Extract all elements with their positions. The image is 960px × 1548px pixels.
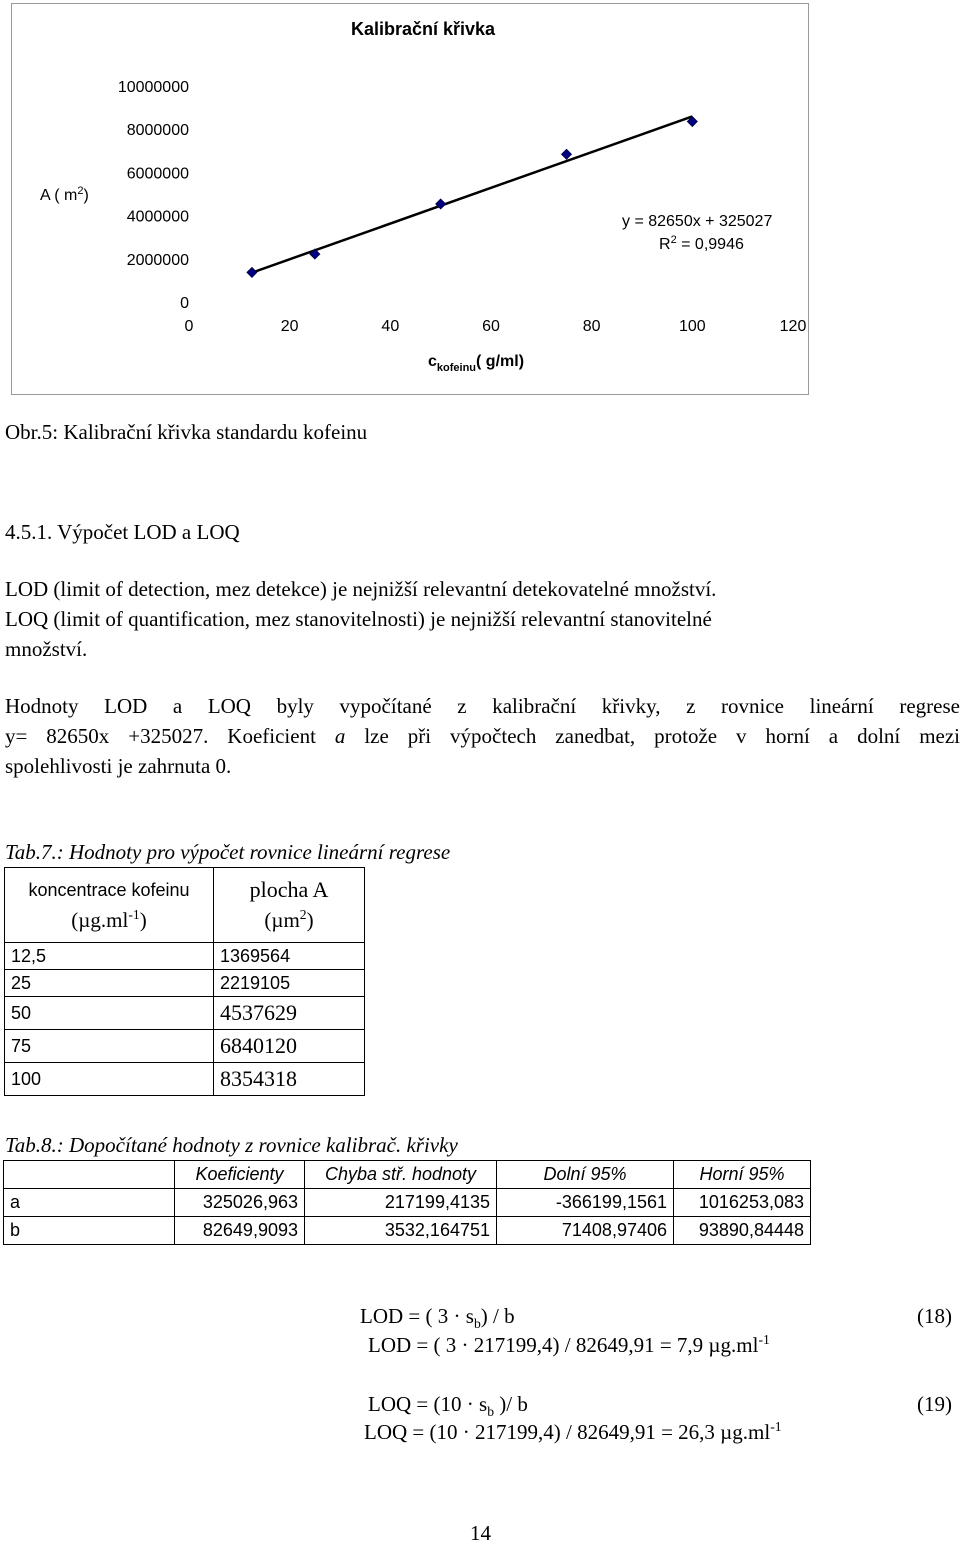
tab7-header-concentration: koncentrace kofeinu $(\mu g.ml^{-1})$: [5, 868, 214, 943]
y-tick-label: 2000000: [126, 251, 189, 269]
paragraph-loq-end: množství.: [5, 637, 88, 661]
equation-lod: LOD = ( $3 \cdot s_b) / b$: [360, 1304, 515, 1332]
y-tick-label: 0: [180, 295, 189, 312]
x-tick-label: 80: [582, 318, 601, 335]
r-squared: $R^2 = 0,9946$: [659, 234, 744, 253]
table-row: a 325026,963 217199,4135 -366199,1561 1016253,083: [4, 1189, 811, 1217]
tab8-header-upper: Horní 95%: [674, 1161, 811, 1189]
x-tick-label: 120: [779, 318, 807, 335]
tab8-caption: Tab.8.: Dopočítané hodnoty z rovnice kalibrač. křivky: [5, 1133, 458, 1157]
table-row: 50 4537629: [5, 997, 365, 1030]
table-row: 25 2219105: [5, 970, 365, 997]
y-tick-label: 10000000: [117, 79, 189, 96]
tab7-header-area: plocha A (µm$^2$): [214, 868, 365, 943]
y-tick-label: 8000000: [126, 122, 189, 140]
trendline: [252, 116, 692, 272]
paragraph-regression-line3: spolehlivosti je zahrnuta 0.: [5, 754, 232, 778]
y-tick-label: 6000000: [126, 165, 189, 183]
table-row: 12,5 1369564: [5, 943, 365, 970]
figure-caption: Obr.5: Kalibrační křivka standardu kofeinu: [5, 420, 368, 444]
table-regression-values: [4, 867, 365, 1096]
equation-loq: LOQ = ($10 \cdot s_b$ )/ b: [368, 1392, 528, 1420]
calibration-chart: [11, 3, 809, 395]
paragraph-loq: LOQ (limit of quantification, mez stanovitelnosti) je nejnižší relevantní stanovitelné: [5, 607, 712, 631]
x-tick-label: 20: [280, 318, 299, 335]
paragraph-lod: LOD (limit of detection, mez detekce) je nejnižší relevantní detekovatelné množství.: [5, 577, 717, 601]
paragraph-regression: Hodnoty LOD a LOQ byly vypočítané z kalibrační křivky, z rovnice lineární regrese: [5, 694, 960, 718]
tab8-header-empty: [4, 1161, 175, 1189]
table-row: 100 8354318: [5, 1063, 365, 1096]
x-tick-label: 60: [482, 318, 500, 335]
equation-number-19: (19): [917, 1392, 952, 1416]
equation-loq-calculation: LOQ = (10 · 217199,4) / 82649,91 = 26,3 $\mu g.ml^{-1}$: [364, 1419, 782, 1444]
data-point: [562, 149, 572, 159]
table-calibration-coefficients: [3, 1160, 811, 1245]
chart-svg: [12, 4, 810, 396]
tab8-header-lower: Dolní 95%: [497, 1161, 674, 1189]
page-number: 14: [470, 1521, 491, 1545]
tab8-header-std-error: Chyba stř. hodnoty: [305, 1161, 497, 1189]
equation-number-18: (18): [917, 1304, 952, 1328]
paragraph-regression-line2: y= 82650x +325027. Koeficient a lze při výpočtech zanedbat, protože v horní a dolní mezi: [5, 724, 960, 748]
table-row: b 82649,9093 3532,164751 71408,97406 93890,84448: [4, 1217, 811, 1245]
y-tick-label: 4000000: [126, 208, 189, 226]
tab7-caption: Tab.7.: Hodnoty pro výpočet rovnice lineární regrese: [5, 840, 451, 864]
equation-lod-calculation: LOD = ( 3 · 217199,4) / 82649,91 = 7,9 $\mu g.ml^{-1}$: [368, 1332, 770, 1357]
table-row: 75 6840120: [5, 1030, 365, 1063]
x-tick-label: 40: [381, 318, 400, 335]
data-point: [247, 267, 257, 277]
chart-title: Kalibrační křivka: [350, 19, 496, 39]
y-axis-label: A ( $m^2$): [40, 185, 89, 204]
section-heading: 4.5.1. Výpočet LOD a LOQ: [5, 520, 240, 544]
tab8-header-coefficients: Koeficienty: [175, 1161, 305, 1189]
x-tick-label: 0: [184, 318, 194, 335]
x-axis-label: $c_{kofeinu}$( g/ml): [428, 353, 525, 374]
regression-equation: y = 82650x + 325027: [622, 213, 773, 230]
x-tick-label: 100: [678, 318, 706, 335]
